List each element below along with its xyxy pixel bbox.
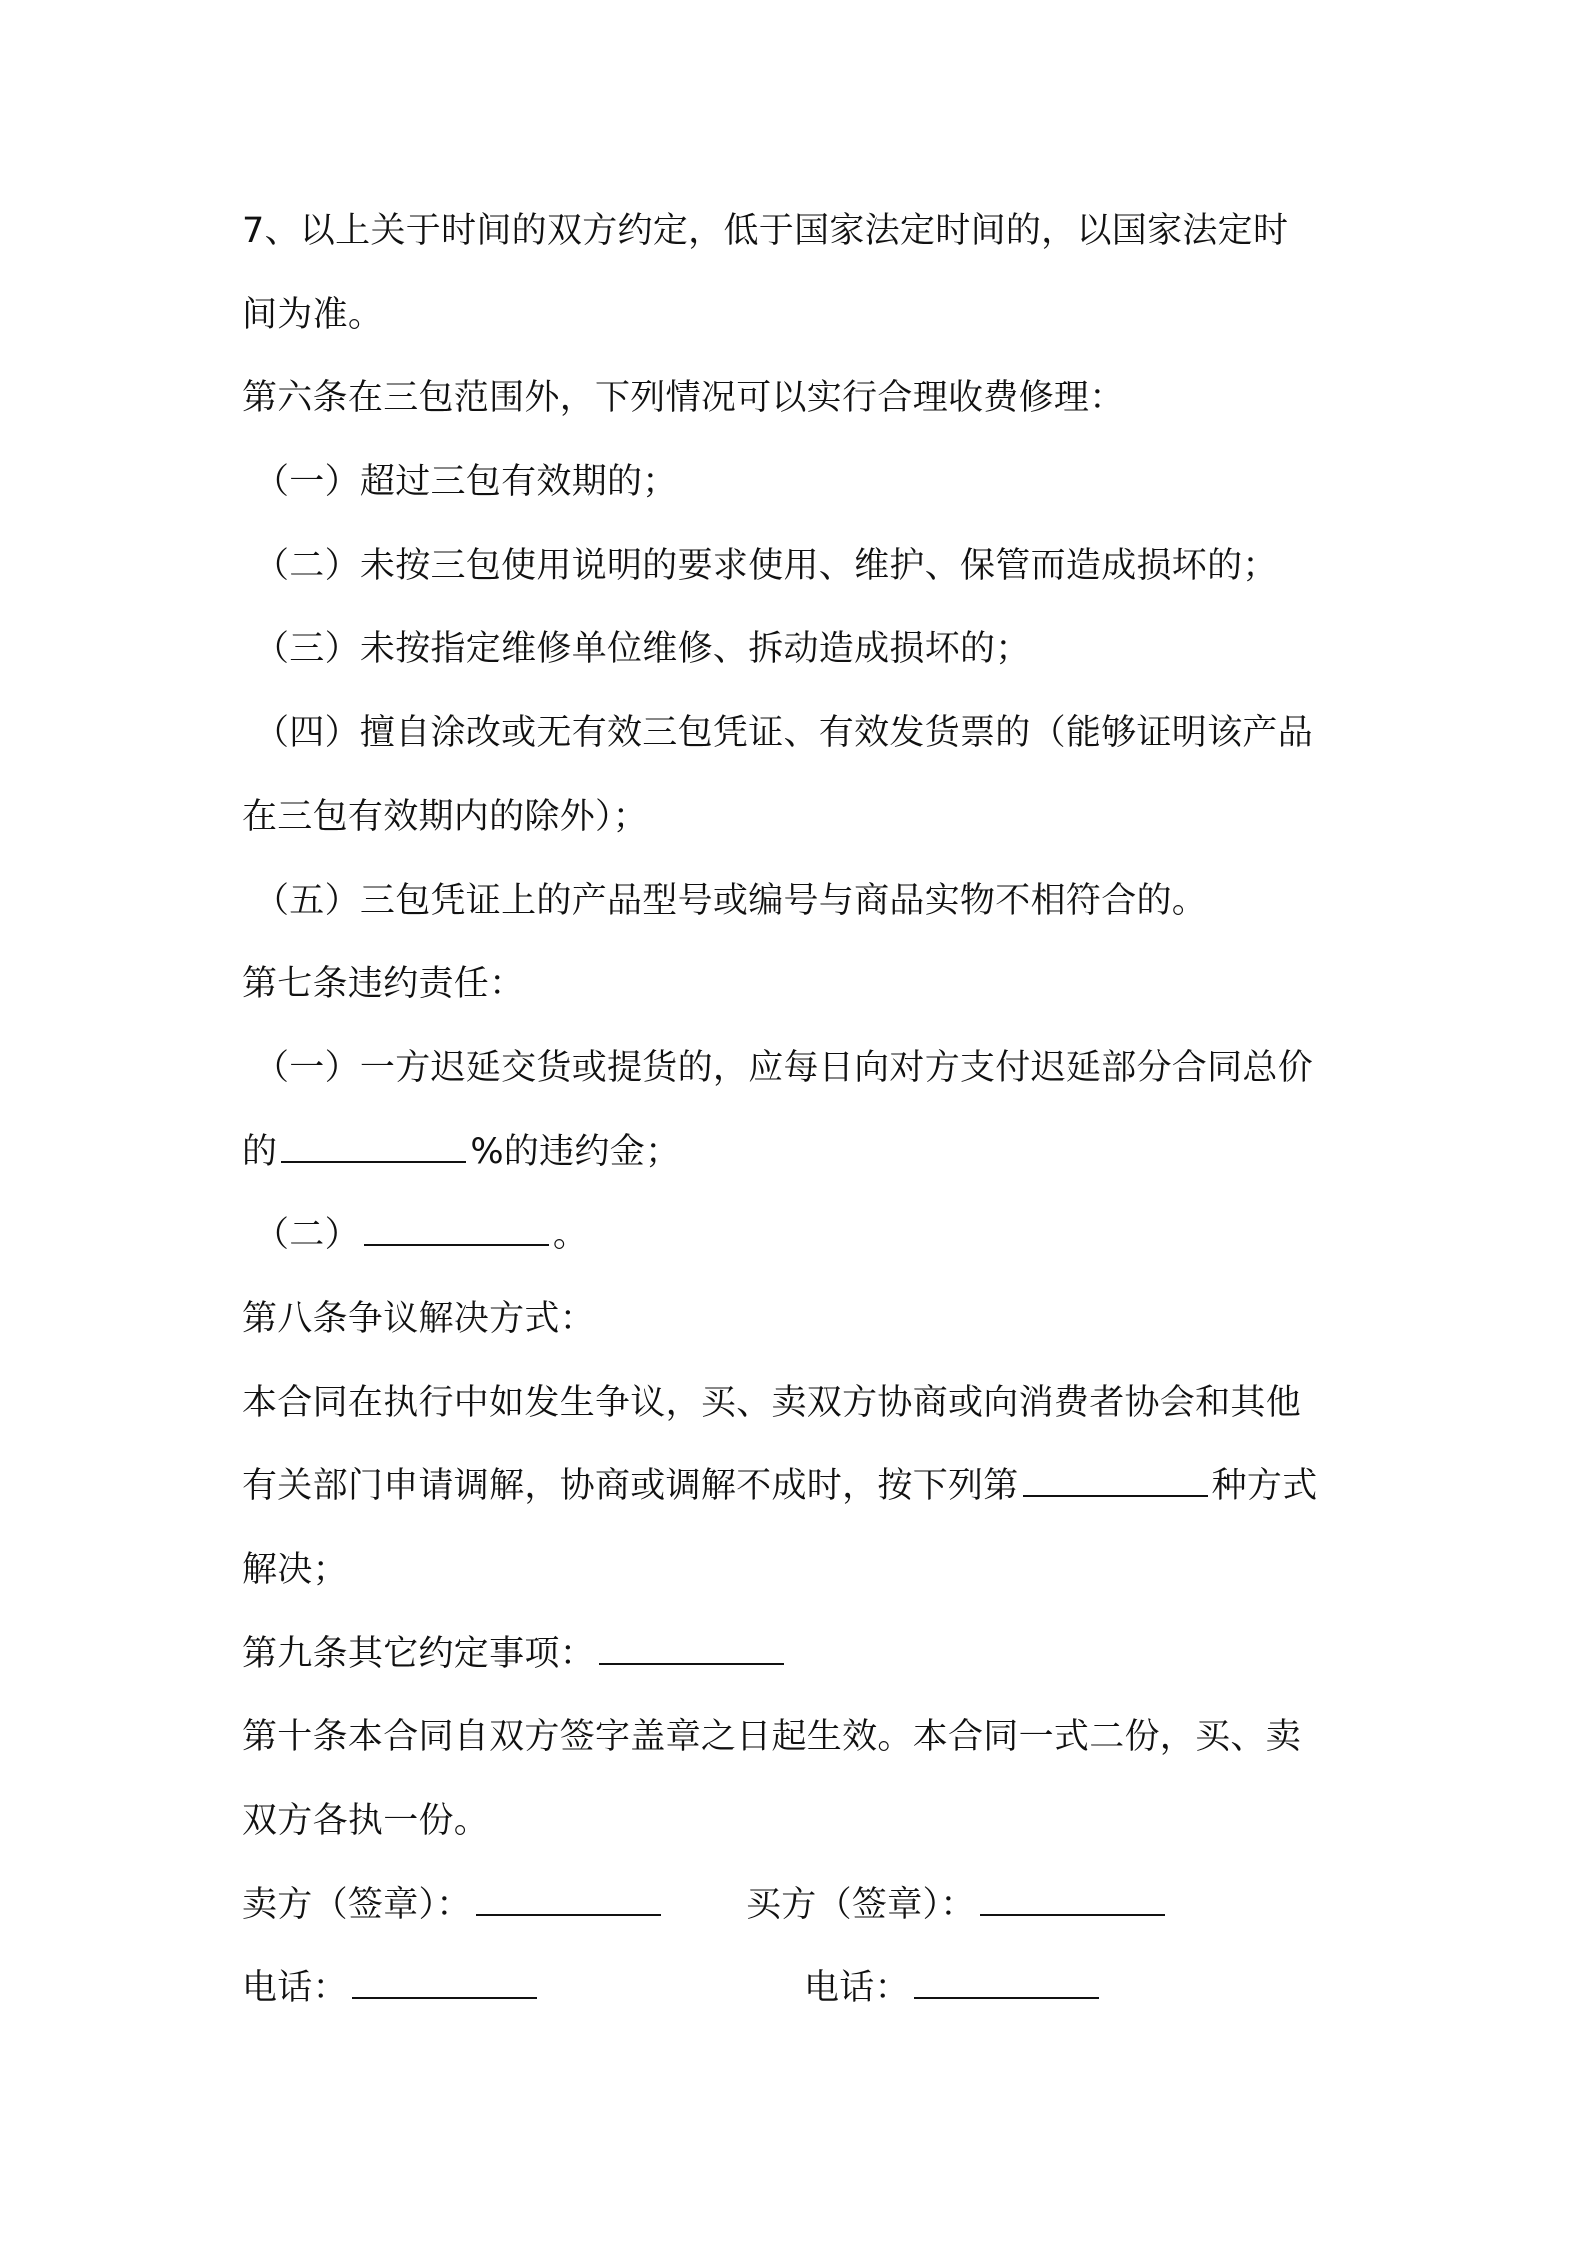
clause5-item7-line1: 7、以上关于时间的双方约定，低于国家法定时间的，以国家法定时: [242, 211, 1289, 251]
clause10-line1: 第十条本合同自双方签字盖章之日起生效。本合同一式二份，买、卖: [242, 1717, 1302, 1758]
clause8-line2: [242, 1445, 1352, 1529]
clause10-line2: 双方各执一份。: [242, 1801, 490, 1842]
seller-phone: [242, 1947, 804, 2031]
buyer-phone-label: 电话：: [804, 1968, 910, 2009]
clause9-label: 第九条其它约定事项：: [242, 1633, 596, 1674]
seller-sign-blank[interactable]: [476, 1884, 661, 1916]
clause7-item1-suffix: %的违约金；: [470, 1131, 681, 1172]
clause7-item1-line2: [242, 1111, 1352, 1195]
clause5-item7-line2: 间为准。: [242, 294, 384, 335]
clause6-item2: （二）未按三包使用说明的要求使用、维护、保管而造成损坏的；: [254, 545, 1278, 586]
buyer-sign-label: 买方（签章）：: [746, 1884, 976, 1925]
clause7-item2: [242, 1194, 1352, 1278]
buyer-phone: [804, 1947, 1103, 2031]
seller-sign-label: 卖方（签章）：: [242, 1884, 472, 1925]
clause6-title: 第六条在三包范围外，下列情况可以实行合理收费修理：: [242, 378, 1125, 419]
seller-signature: [242, 1864, 746, 1948]
buyer-sign-blank[interactable]: [980, 1884, 1165, 1916]
clause6-item4-line2: 在三包有效期内的除外）；: [242, 796, 649, 837]
clause7-item1-prefix: 的: [242, 1131, 278, 1172]
clause7-item2-blank[interactable]: [364, 1214, 549, 1246]
other-terms-blank[interactable]: [599, 1633, 784, 1665]
clause6-item4-line1: （四）擅自涂改或无有效三包凭证、有效发货票的（能够证明该产品: [254, 713, 1314, 754]
clause8-line1: 本合同在执行中如发生争议，买、卖双方协商或向消费者协会和其他: [242, 1382, 1302, 1423]
clause8-line3: 解决；: [242, 1550, 348, 1590]
seller-phone-blank[interactable]: [352, 1967, 537, 1999]
clause6-item5: （五）三包凭证上的产品型号或编号与商品实物不相符合的。: [254, 880, 1208, 921]
clause6-item1: （一）超过三包有效期的；: [254, 462, 678, 503]
buyer-signature: [746, 1864, 1169, 1948]
clause6-item3: （三）未按指定维修单位维修、拆动造成损坏的；: [254, 629, 1031, 670]
penalty-rate-blank[interactable]: [281, 1131, 466, 1163]
clause8-line2-prefix: 有关部门申请调解，协商或调解不成时，按下列第: [242, 1466, 1019, 1507]
buyer-phone-blank[interactable]: [914, 1967, 1099, 1999]
clause7-item1-line1: （一）一方迟延交货或提货的，应每日向对方支付迟延部分合同总价: [254, 1047, 1314, 1088]
seller-phone-label: 电话：: [242, 1968, 348, 2009]
clause7-title: 第七条违约责任：: [242, 964, 525, 1005]
clause9: [242, 1613, 1352, 1697]
clause7-item2-suffix: 。: [552, 1215, 589, 1256]
clause8-line2-suffix: 种方式: [1211, 1466, 1318, 1507]
clause7-item2-prefix: （二）: [254, 1215, 360, 1256]
document-body: [242, 190, 1352, 2031]
phone-row: [242, 1947, 1352, 2031]
clause8-title: 第八条争议解决方式：: [242, 1298, 596, 1339]
signature-row: [242, 1864, 1352, 1948]
dispute-method-blank[interactable]: [1023, 1465, 1208, 1497]
